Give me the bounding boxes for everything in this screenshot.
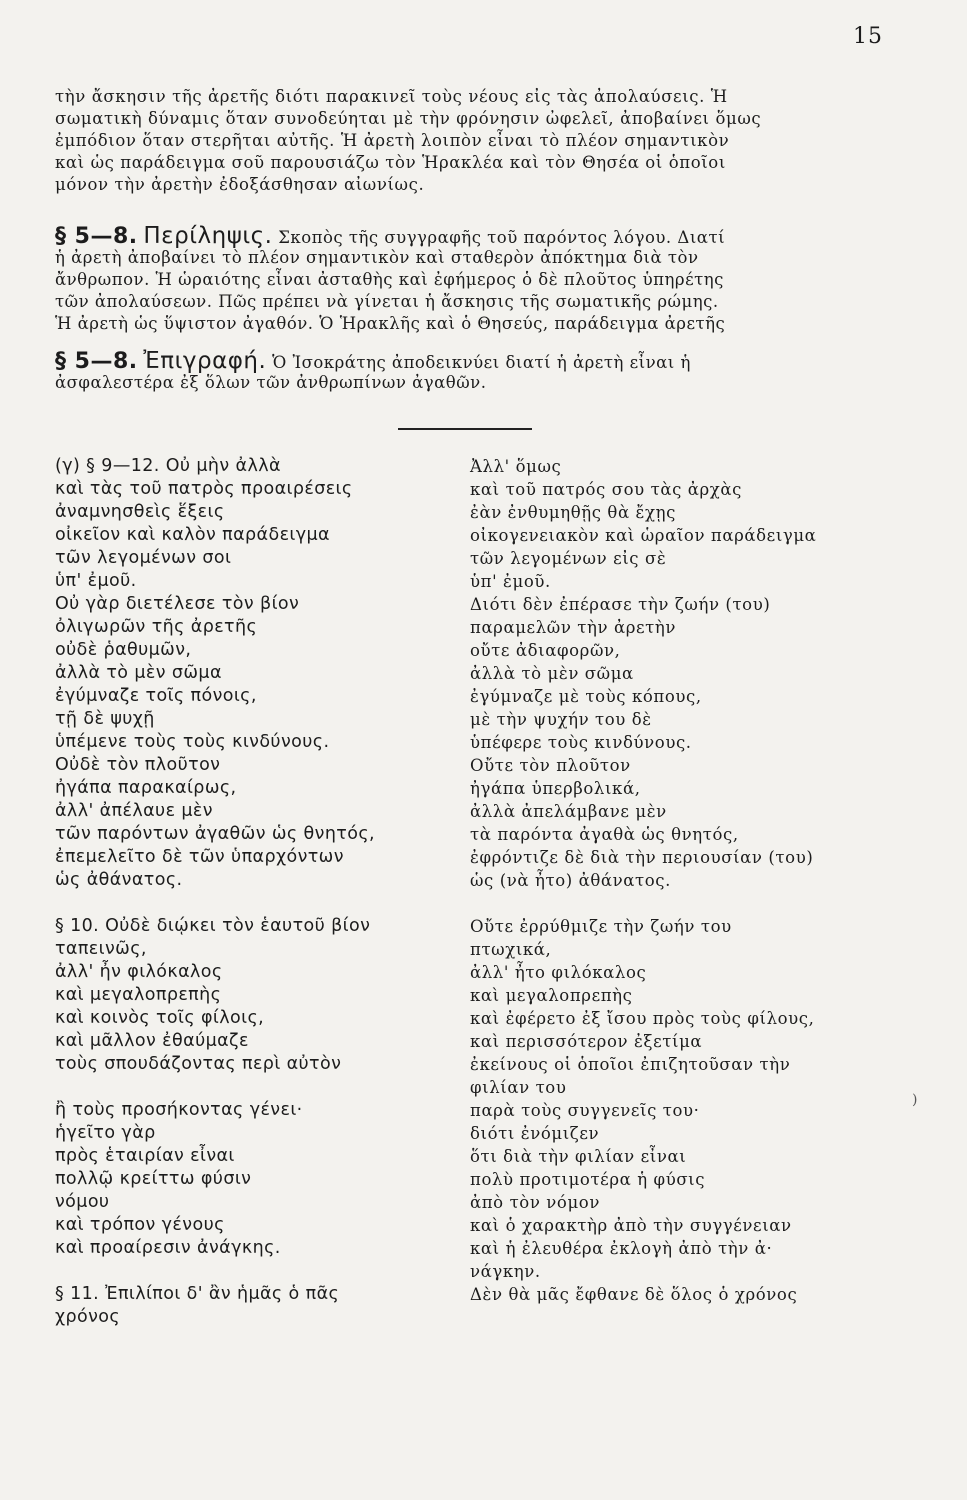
greek-text-line	[55, 1260, 465, 1283]
translation-line: Οὔτε τὸν πλοῦτον	[470, 756, 631, 775]
translation-line: ἐγύμναζε μὲ τοὺς κόπους,	[470, 687, 702, 706]
translation-line: ἐκείνους οἱ ὁποῖοι ἐπιζητοῦσαν τὴν	[470, 1055, 791, 1074]
translation-line: Ἀλλ' ὅμως	[470, 457, 562, 476]
greek-text-line: ὑπ' ἐμοῦ.	[55, 571, 137, 591]
greek-text-line: πρὸς ἑταιρίαν εἶναι	[55, 1146, 235, 1166]
greek-text-line: καὶ τρόπον γένους	[55, 1215, 225, 1235]
greek-text-line: ὡς ἀθάνατος.	[55, 870, 183, 890]
greek-text-line: τῇ δὲ ψυχῇ	[55, 709, 155, 729]
translation-line: καὶ ἐφέρετο ἐξ ἴσου πρὸς τοὺς φίλους,	[470, 1009, 815, 1028]
translation-line: ἐφρόντιζε δὲ διὰ τὴν περιουσίαν (του)	[470, 848, 814, 867]
translation-line: νάγκην.	[470, 1262, 541, 1281]
greek-text-line: νόμου	[55, 1192, 110, 1212]
greek-text-line: καὶ τὰς τοῦ πατρὸς προαιρέσεις	[55, 479, 353, 499]
summary-title: Περίληψις.	[143, 223, 273, 249]
translation-line: μὲ τὴν ψυχήν του δὲ	[470, 710, 652, 729]
page-number: 15	[853, 24, 883, 49]
summary-section	[55, 225, 895, 335]
greek-text-line: τῶν λεγομένων σοι	[55, 548, 232, 568]
summary-line: Ἡ ἀρετὴ ὡς ὕψιστον ἀγαθόν. Ὁ Ἡρακλῆς καὶ ὁ Θησεύς, παράδειγμα ἀρετῆς	[55, 314, 726, 333]
summary-line: ἄνθρωπον. Ἡ ὡραιότης εἶναι ἀσταθὴς καὶ ἐφήμερος ὁ δὲ πλοῦτος ὑπηρέτης	[55, 270, 724, 289]
greek-text-line: τῶν παρόντων ἀγαθῶν ὡς θνητός,	[55, 824, 375, 844]
translation-line	[470, 892, 910, 915]
greek-text-line: ἠγάπα παρακαίρως,	[55, 778, 237, 798]
translation-line: ὑπ' ἐμοῦ.	[470, 572, 551, 591]
translation-line: καὶ τοῦ πατρός σου τὰς ἀρχὰς	[470, 480, 742, 499]
greek-text-column	[55, 455, 465, 1329]
translation-line: τῶν λεγομένων εἰς σὲ	[470, 549, 667, 568]
intro-line: μόνον τὴν ἀρετὴν ἐδοξάσθησαν αἰωνίως.	[55, 175, 425, 194]
translation-line: ὅτι διὰ τὴν φιλίαν εἶναι	[470, 1147, 687, 1166]
translation-line: διότι ἐνόμιζεν	[470, 1124, 600, 1143]
translation-column	[470, 455, 910, 1306]
greek-text-line: καὶ μεγαλοπρεπὴς	[55, 985, 222, 1005]
inscription-line: ἀσφαλεστέρα ἐξ ὅλων τῶν ἀνθρωπίνων ἀγαθῶν.	[55, 373, 487, 392]
translation-line: παρὰ τοὺς συγγενεῖς του·	[470, 1101, 700, 1120]
translation-line: ἐὰν ἐνθυμηθῇς θὰ ἔχῃς	[470, 503, 676, 522]
greek-text-line: ἀλλ' ἦν φιλόκαλος	[55, 962, 223, 982]
greek-text-line: πολλῷ κρείττω φύσιν	[55, 1169, 252, 1189]
translation-line: ὡς (νὰ ἦτο) ἀθάνατος.	[470, 871, 671, 890]
inscription-first-line: Ὁ Ἰσοκράτης ἀποδεικνύει διατί ἡ ἀρετὴ εἶναι ἡ	[272, 353, 691, 372]
translation-line: ἀλλὰ ἀπελάμβανε μὲν	[470, 802, 667, 821]
greek-text-line: ἢ τοὺς προσήκοντας γένει·	[55, 1100, 303, 1120]
summary-first-line: Σκοπὸς τῆς συγγραφῆς τοῦ παρόντος λόγου. Διατί	[278, 228, 726, 247]
translation-line: Διότι δὲν ἐπέρασε τὴν ζωήν (του)	[470, 595, 771, 614]
translation-line: ἀλλὰ τὸ μὲν σῶμα	[470, 664, 634, 683]
greek-text-line: καὶ κοινὸς τοῖς φίλοις,	[55, 1008, 265, 1028]
greek-text-line: (γ) § 9—12. Οὐ μὴν ἀλλὰ	[55, 456, 281, 476]
greek-text-line: οὐδὲ ῥαθυμῶν,	[55, 640, 192, 660]
translation-line: ὑπέφερε τοὺς κινδύνους.	[470, 733, 692, 752]
translation-line: πολὺ προτιμοτέρα ἡ φύσις	[470, 1170, 706, 1189]
greek-text-line: χρόνος	[55, 1307, 121, 1327]
summary-line: ἡ ἀρετὴ ἀποβαίνει τὸ πλέον σημαντικὸν καὶ σταθερὸν ἀπόκτημα διὰ τὸν	[55, 248, 699, 267]
translation-line: ἀπὸ τὸν νόμον	[470, 1193, 600, 1212]
intro-line: σωματικὴ δύναμις ὅταν συνοδεύηται μὲ τὴν φρόνησιν ὠφελεῖ, ἀποβαίνει ὅμως	[55, 109, 762, 128]
translation-line: ἠγάπα ὑπερβολικά,	[470, 779, 641, 798]
greek-text-line: Οὐδὲ τὸν πλοῦτον	[55, 755, 221, 775]
greek-text-line: § 10. Οὐδὲ διῴκει τὸν ἑαυτοῦ βίον	[55, 916, 371, 936]
translation-line: παραμελῶν τὴν ἀρετὴν	[470, 618, 677, 637]
inscription-section	[55, 350, 895, 394]
summary-mark: § 5—8.	[55, 224, 138, 249]
greek-text-line: Οὐ γὰρ διετέλεσε τὸν βίον	[55, 594, 300, 614]
translation-line: καὶ ἡ ἐλευθέρα ἐκλογὴ ἀπὸ τὴν ἀ·	[470, 1239, 773, 1258]
inscription-title: Ἐπιγραφή.	[143, 348, 267, 374]
translation-line: πτωχικά,	[470, 940, 552, 959]
translation-line: οὔτε ἀδιαφορῶν,	[470, 641, 621, 660]
greek-text-line: ὑπέμενε τοὺς τοὺς κινδύνους.	[55, 732, 330, 752]
greek-text-line: ἡγεῖτο γὰρ	[55, 1123, 156, 1143]
greek-text-line: οἰκεῖον καὶ καλὸν παράδειγμα	[55, 525, 330, 545]
section-divider	[398, 428, 532, 430]
greek-text-line: ἐγύμναζε τοῖς πόνοις,	[55, 686, 257, 706]
greek-text-line: ἀλλὰ τὸ μὲν σῶμα	[55, 663, 222, 683]
summary-line: τῶν ἀπολαύσεων. Πῶς πρέπει νὰ γίνεται ἡ ἄσκησις τῆς σωματικῆς ρώμης.	[55, 292, 719, 311]
greek-text-line: καὶ προαίρεσιν ἀνάγκης.	[55, 1238, 281, 1258]
translation-line: καὶ μεγαλοπρεπὴς	[470, 986, 633, 1005]
greek-text-line: ὀλιγωρῶν τῆς ἀρετῆς	[55, 617, 258, 637]
greek-text-line: ἀναμνησθεὶς ἕξεις	[55, 502, 225, 522]
translation-line: οἰκογενειακὸν καὶ ὡραῖον παράδειγμα	[470, 526, 817, 545]
greek-text-line: ἐπεμελεῖτο δὲ τῶν ὑπαρχόντων	[55, 847, 344, 867]
greek-text-line	[55, 892, 465, 915]
intro-line: καὶ ὡς παράδειγμα σοῦ παρουσιάζω τὸν Ἡρακλέα καὶ τὸν Θησέα οἱ ὁποῖοι	[55, 153, 726, 172]
translation-line: καὶ περισσότερον ἐξετίμα	[470, 1032, 703, 1051]
greek-text-line: καὶ μᾶλλον ἐθαύμαζε	[55, 1031, 249, 1051]
greek-text-line: ἀλλ' ἀπέλαυε μὲν	[55, 801, 213, 821]
intro-line: τὴν ἄσκησιν τῆς ἀρετῆς διότι παρακινεῖ τοὺς νέους εἰς τὰς ἀπολαύσεις. Ἡ	[55, 87, 728, 106]
translation-line: καὶ ὁ χαρακτὴρ ἀπὸ τὴν συγγένειαν	[470, 1216, 792, 1235]
intro-paragraph	[55, 86, 895, 196]
greek-text-line	[55, 1076, 465, 1099]
translation-line: τὰ παρόντα ἀγαθὰ ὡς θνητός,	[470, 825, 739, 844]
inscription-mark: § 5—8.	[55, 349, 138, 374]
greek-text-line: § 11. Ἐπιλίποι δ' ἂν ἡμᾶς ὁ πᾶς	[55, 1284, 340, 1304]
translation-line: Δὲν θὰ μᾶς ἔφθανε δὲ ὅλος ὁ χρόνος	[470, 1285, 798, 1304]
translation-line: φιλίαν του	[470, 1078, 567, 1097]
translation-line: ἀλλ' ἦτο φιλόκαλος	[470, 963, 647, 982]
translation-line: Οὔτε ἐρρύθμιζε τὴν ζωήν του	[470, 917, 732, 936]
greek-text-line: τοὺς σπουδάζοντας περὶ αὐτὸν	[55, 1054, 342, 1074]
intro-line: ἐμπόδιον ὅταν στερῆται αὐτῆς. Ἡ ἀρετὴ λοιπὸν εἶναι τὸ πλέον σημαντικὸν	[55, 131, 730, 150]
stray-mark: )	[912, 1092, 918, 1108]
greek-text-line: ταπεινῶς,	[55, 939, 147, 959]
